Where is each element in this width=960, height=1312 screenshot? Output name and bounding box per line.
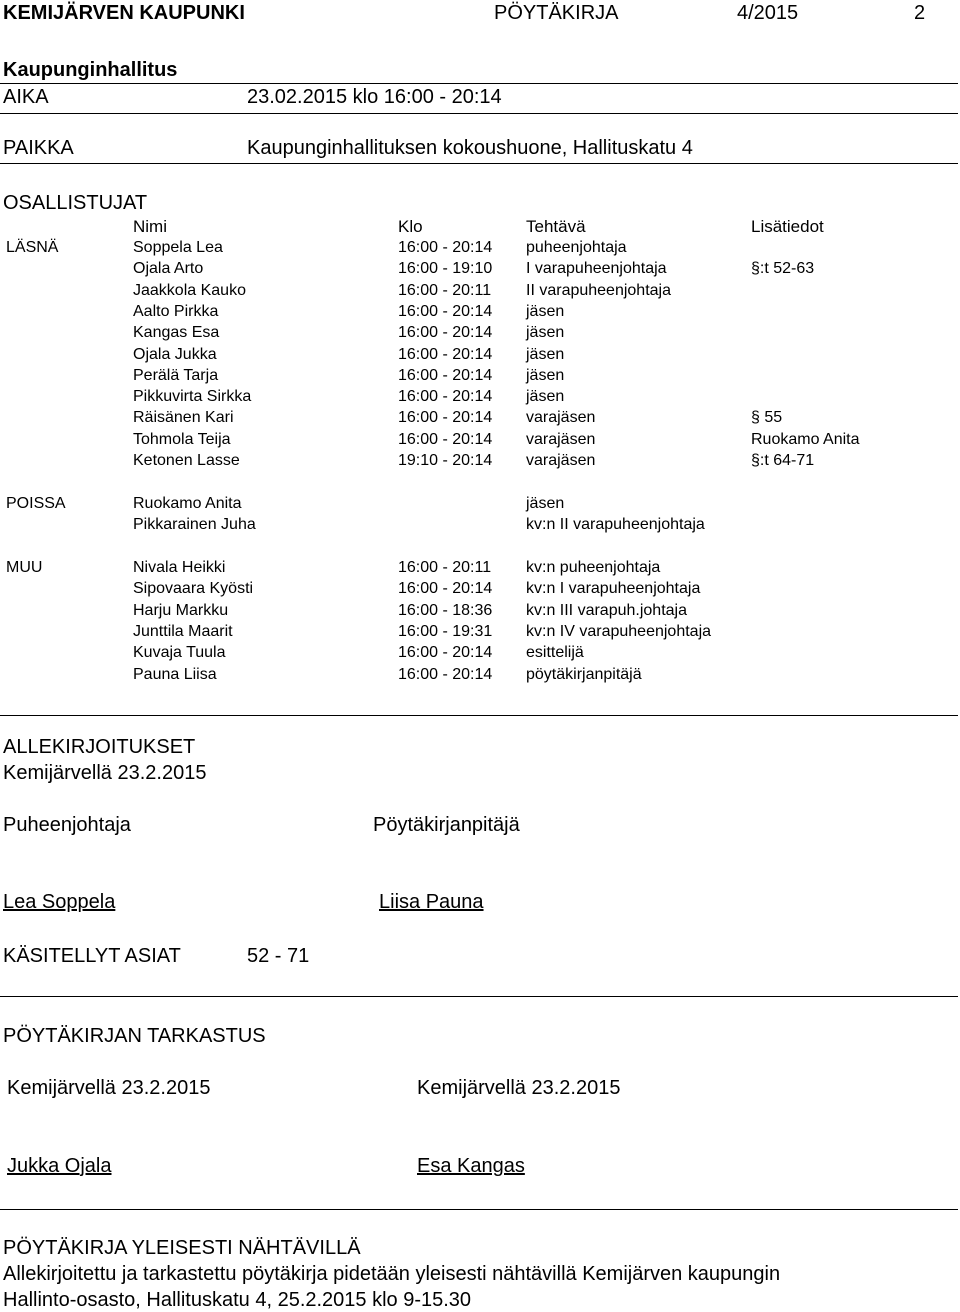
participant-role: jäsen [526,345,565,363]
participant-time: 16:00 - 20:14 [398,388,493,406]
col-header-info: Lisätiedot [751,217,824,236]
participant-time: 16:00 - 20:14 [398,409,493,427]
divider [0,715,958,716]
participant-name: Ketonen Lasse [133,452,240,469]
participant-name: Pauna Liisa [133,665,217,683]
org-name: KEMIJÄRVEN KAUPUNKI [3,2,245,24]
participant-name: Ojala Jukka [133,345,217,363]
place-value: Kaupunginhallituksen kokoushuone, Hallituskatu 4 [247,137,693,159]
review-place-date-2: Kemijärvellä 23.2.2015 [417,1077,621,1099]
divider [0,1209,958,1210]
participants-title: OSALLISTUJAT [3,192,148,214]
chair-label: Puheenjohtaja [3,814,131,836]
participant-role: jäsen [526,495,565,512]
participant-time: 16:00 - 20:14 [398,366,493,384]
reviewer-name-2: Esa Kangas [417,1155,525,1177]
participant-name: Soppela Lea [133,239,223,256]
participant-name: Aalto Pirkka [133,302,219,320]
secretary-label: Pöytäkirjanpitäjä [373,814,520,836]
participant-info: § 55 [751,409,783,427]
participant-role: kv:n III varapuh.johtaja [526,601,687,619]
participant-info: Ruokamo Anita [751,430,860,448]
participant-time: 16:00 - 20:14 [398,430,493,448]
divider [0,163,958,164]
participant-role: jäsen [526,388,565,406]
participant-name: Perälä Tarja [133,366,219,384]
participant-name: Sipovaara Kyösti [133,580,254,598]
group-label: LÄSNÄ [6,239,59,256]
participant-name: Nivala Heikki [133,559,226,576]
participant-role: jäsen [526,366,565,384]
handled-value: 52 - 71 [247,945,310,967]
signatures-title: ALLEKIRJOITUKSET [3,736,196,758]
doc-number: 4/2015 [737,2,799,24]
participant-time: 16:00 - 19:31 [398,622,493,640]
participant-role: kv:n puheenjohtaja [526,559,661,576]
participant-role: varajäsen [526,430,596,448]
review-place-date-1: Kemijärvellä 23.2.2015 [7,1077,211,1099]
place-label: PAIKKA [3,137,74,159]
participant-time: 16:00 - 20:14 [398,302,493,320]
participant-role: esittelijä [526,644,584,662]
signatures-place-date: Kemijärvellä 23.2.2015 [3,762,207,784]
review-title: PÖYTÄKIRJAN TARKASTUS [3,1025,266,1047]
public-line-2: Hallinto-osasto, Hallituskatu 4, 25.2.2015 klo 9-15.30 [3,1289,472,1311]
participant-name: Jaakkola Kauko [133,281,246,299]
divider [0,83,958,84]
participant-name: Pikkarainen Juha [133,516,256,534]
handled-label: KÄSITELLYT ASIAT [3,945,181,967]
participant-name: Räisänen Kari [133,409,234,427]
participant-time: 16:00 - 19:10 [398,260,493,278]
participant-role: varajäsen [526,409,596,427]
col-header-time: Klo [398,217,423,236]
reviewer-name-1: Jukka Ojala [7,1155,112,1177]
public-line-1: Allekirjoitettu ja tarkastettu pöytäkirja pidetään yleisesti nähtävillä Kemijärven kaupungin [3,1263,781,1285]
participant-info: §:t 52-63 [751,260,815,278]
participant-time: 16:00 - 20:14 [398,580,493,598]
participant-info: §:t 64-71 [751,452,815,469]
participant-time: 16:00 - 20:14 [398,665,493,683]
participant-role: puheenjohtaja [526,239,627,256]
participant-name: Tohmola Teija [133,430,231,448]
time-value: 23.02.2015 klo 16:00 - 20:14 [247,86,502,108]
participant-role: jäsen [526,324,565,342]
participant-role: varajäsen [526,452,596,469]
body-name: Kaupunginhallitus [3,59,178,81]
public-title: PÖYTÄKIRJA YLEISESTI NÄHTÄVILLÄ [3,1237,361,1259]
participant-time: 16:00 - 20:14 [398,239,493,256]
chair-name: Lea Soppela [3,891,116,913]
participant-name: Pikkuvirta Sirkka [133,388,252,406]
divider [0,996,958,997]
participant-time: 16:00 - 20:11 [398,281,492,299]
participant-role: I varapuheenjohtaja [526,260,667,278]
doc-type: PÖYTÄKIRJA [494,2,619,24]
col-header-name: Nimi [133,217,167,236]
participant-name: Junttila Maarit [133,622,233,640]
participant-time: 16:00 - 20:11 [398,559,492,576]
participant-role: kv:n IV varapuheenjohtaja [526,622,712,640]
participant-role: kv:n I varapuheenjohtaja [526,580,701,598]
participant-name: Kangas Esa [133,324,220,342]
col-header-role: Tehtävä [526,217,586,236]
group-label: MUU [6,559,43,576]
page-number: 2 [914,2,926,24]
participant-time: 16:00 - 20:14 [398,324,493,342]
participant-name: Ruokamo Anita [133,495,242,512]
participant-role: jäsen [526,302,565,320]
participant-time: 16:00 - 20:14 [398,345,493,363]
participant-role: II varapuheenjohtaja [526,281,671,299]
participant-name: Kuvaja Tuula [133,644,226,662]
participant-name: Ojala Arto [133,260,204,278]
group-label: POISSA [6,495,66,512]
participant-role: pöytäkirjanpitäjä [526,665,642,683]
participant-time: 16:00 - 18:36 [398,601,493,619]
participant-role: kv:n II varapuheenjohtaja [526,516,705,534]
participant-time: 19:10 - 20:14 [398,452,493,469]
divider [0,113,958,114]
time-label: AIKA [3,86,49,108]
secretary-name: Liisa Pauna [379,891,484,913]
participant-time: 16:00 - 20:14 [398,644,493,662]
participant-name: Harju Markku [133,601,229,619]
